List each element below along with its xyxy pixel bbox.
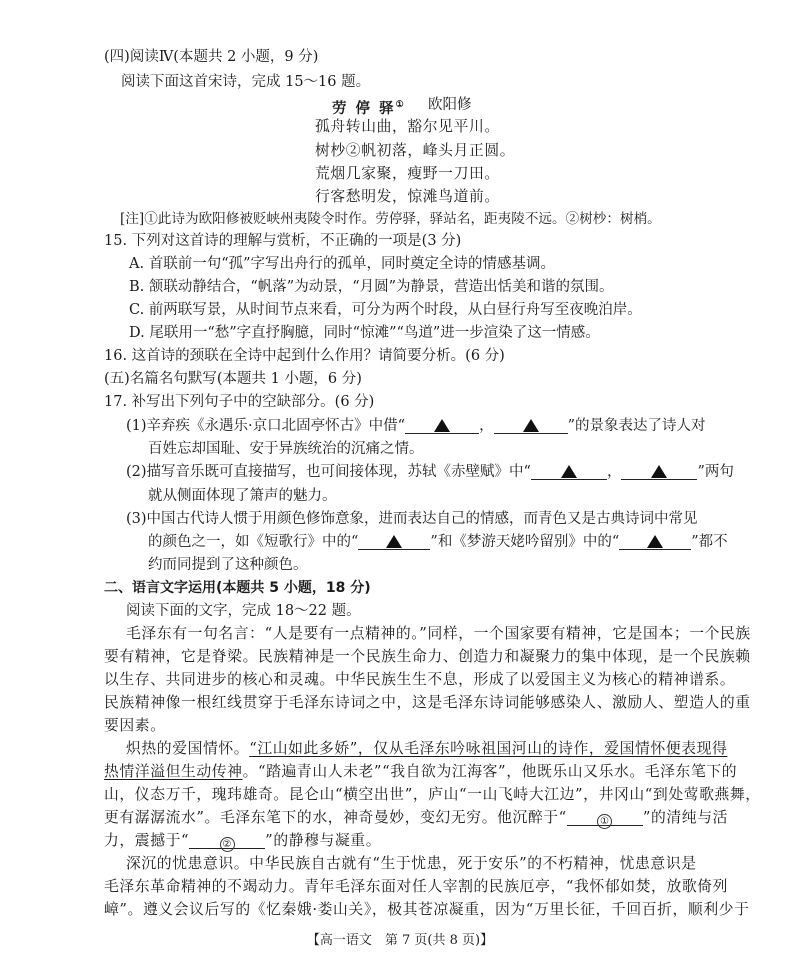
passage-p1-line-2: 要有精神，它是脊梁。民族精神是一个民族生命力、创造力和凝聚力的集中体现，是一个民族赖 — [104, 648, 751, 665]
poem-line-1: 孤舟转山曲，豁尔见平川。 — [315, 118, 500, 135]
question-17-item-1-cont: 百姓忘却国耻、安于异族统治的沉痛之情。 — [148, 441, 424, 457]
passage-p2-line-5-rest: ”的静穆与凝重。 — [265, 832, 382, 849]
passage-p2-line-4-text: 更有潺潺流水”。毛泽东笔下的水，神奇曼妙，变幻无穷。他沉醉于“ — [104, 809, 567, 826]
question-17-stem: 17. 补写出下列句子中的空缺部分。(6 分) — [104, 394, 375, 410]
reading4-instruction: 阅读下面这首宋诗，完成 15～16 题。 — [121, 74, 371, 90]
answer-blank[interactable] — [358, 534, 430, 550]
passage-p3-line-2: 毛泽东革命精神的不竭动力。青年毛泽东面对任人宰割的民族厄亭，“我怀郁如焚，放歌倚列 — [104, 878, 729, 895]
poem-line-2: 树杪②帆初落，峰头月正圆。 — [315, 142, 516, 159]
triangle-marker-icon — [434, 419, 450, 432]
passage-p2-line-5 — [104, 831, 381, 851]
answer-blank[interactable] — [621, 464, 697, 480]
poem-line-3: 荒烟几家聚，瘦野一刀田。 — [315, 165, 500, 182]
triangle-marker-icon — [647, 535, 663, 548]
underlined-sentence-end: 热情洋溢但生动传神 — [104, 763, 243, 780]
passage-p3-line-3: 嶂”。遵义会议后写的《忆秦娥·娄山关》，极其苍凉凝重，因为“万里长征，千回百折，顺利少于 — [104, 901, 750, 918]
passage-p3-line-1: 深沉的忧患意识。中华民族自古就有“生于忧患，死于安乐”的不朽精神，忧患意识是 — [126, 855, 697, 872]
blank-number-1: ① — [597, 814, 612, 829]
question-15-option-d: D. 尾联用一“愁”字直抒胸臆，同时“惊滩”“鸟道”进一步渲染了这一情感。 — [129, 325, 600, 341]
passage-p2-line-2 — [104, 762, 737, 782]
q17-item2-text-b: ”两句 — [697, 464, 734, 480]
q17-item1-text-a: (1)辛弃疾《永遇乐·京口北固亭怀古》中借“ — [126, 418, 406, 434]
answer-blank-1[interactable] — [567, 810, 643, 826]
question-17-item-2 — [126, 462, 734, 482]
passage-p1-line-1: 毛泽东有一句名言：“人是要有一点精神的。”同样，一个国家要有精神，它是国本；一个民族 — [126, 625, 751, 642]
passage-p2-line-2-rest: 。“踏遍青山人未老”“我自欲为江海客”，他既乐山又乐水。毛泽东笔下的 — [242, 763, 738, 780]
answer-blank[interactable] — [619, 534, 691, 550]
blank-number-2: ② — [220, 837, 235, 852]
q17-item3-text-b: 的颜色之一，如《短歌行》中的“ — [148, 534, 359, 550]
passage-p2-lead: 炽热的爱国情怀。 — [126, 740, 250, 757]
passage-p1-line-5: 要因素。 — [104, 717, 166, 734]
question-17-item-3-line-2 — [148, 532, 728, 552]
passage-p2-line-4-rest: ”的清纯与活 — [642, 809, 728, 826]
section-heading-5: (五)名篇名句默写(本题共 1 小题，6 分) — [104, 371, 362, 387]
q17-item1-sep: ， — [479, 418, 494, 434]
triangle-marker-icon — [561, 465, 577, 478]
answer-blank[interactable] — [531, 464, 607, 480]
poem-title-text: 劳 停 驿 — [332, 100, 396, 117]
q17-item2-text-a: (2)描写音乐既可直接描写，也可间接体现，苏轼《赤壁赋》中“ — [126, 464, 531, 480]
answer-blank-2[interactable] — [189, 833, 265, 849]
passage-p2-line-3: 山，仪态万千，瑰玮雄奇。昆仑山“横空出世”，庐山“一山飞峙大江边”，井冈山“到处莺歌燕舞， — [104, 786, 761, 803]
question-15-option-c: C. 前两联写景，从时间节点来看，可分为两个时段，从白昼行舟写至夜晚泊岸。 — [129, 302, 642, 318]
part-2-heading: 二、语言文字运用(本题共 5 小题，18 分) — [104, 580, 371, 596]
question-17-item-1 — [126, 416, 705, 436]
question-17-item-2-cont: 就从侧面体现了箫声的魅力。 — [148, 488, 337, 504]
part-2-instruction: 阅读下面的文字，完成 18～22 题。 — [126, 603, 361, 619]
passage-p2-line-4 — [104, 808, 728, 828]
passage-p2-line-5-text: 力，震撼于“ — [104, 832, 190, 849]
question-16-stem: 16. 这首诗的颈联在全诗中起到什么作用？请简要分析。(6 分) — [104, 348, 505, 364]
poem-note: [注]①此诗为欧阳修被贬峡州夷陵令时作。劳停驿，驿站名，距夷陵不远。②树杪：树梢。 — [120, 211, 661, 227]
poem-note-mark: ① — [395, 100, 406, 110]
q17-item2-sep: ， — [606, 464, 622, 480]
passage-p1-line-4: 民族精神像一根红线贯穿于毛泽东诗词之中，这是毛泽东诗词能够感染人、激励人、塑造人的重 — [104, 694, 751, 711]
passage-p2-line-1 — [126, 739, 727, 759]
section-heading-reading4: (四)阅读Ⅳ(本题共 2 小题，9 分) — [104, 49, 319, 65]
q17-item1-text-b: ”的景象表达了诗人对 — [567, 418, 706, 434]
answer-blank[interactable] — [405, 418, 479, 434]
triangle-marker-icon — [386, 535, 402, 548]
poem-title — [332, 95, 406, 119]
triangle-marker-icon — [523, 419, 539, 432]
question-15-option-b: B. 颔联动静结合，“帆落”为动景，“月圆”为静景，营造出恬美和谐的氛围。 — [129, 279, 614, 295]
question-15-stem: 15. 下列对这首诗的理解与赏析，不正确的一项是(3 分) — [104, 233, 462, 249]
underlined-sentence: “江山如此多娇”，仅从毛泽东吟咏祖国河山的诗作，爱国情怀便表现得 — [249, 740, 728, 757]
question-17-item-3-line-3: 约而同提到了这种颜色。 — [148, 557, 308, 573]
poem-line-4: 行客愁明发，惊滩鸟道前。 — [315, 188, 500, 205]
q17-item3-text-mid: ”和《梦游天姥吟留别》中的“ — [430, 534, 620, 550]
poem-author: 欧阳修 — [428, 97, 472, 113]
q17-item3-text-end: ”都不 — [691, 534, 728, 550]
question-17-item-3: (3)中国古代诗人惯于用颜色修饰意象，进而表达自己的情感，而青色又是古典诗词中常见 — [126, 511, 698, 527]
page-footer: 【高一语文 第 7 页(共 8 页)】 — [306, 933, 494, 948]
question-15-option-a: A. 首联前一句“孤”字写出舟行的孤单，同时奠定全诗的情感基调。 — [129, 256, 556, 272]
triangle-marker-icon — [651, 465, 667, 478]
answer-blank[interactable] — [494, 418, 568, 434]
passage-p1-line-3: 以生存、共同进步的核心和灵魂。中华民族生生不息，形成了以爱国主义为核心的精神谱系。 — [104, 671, 736, 688]
